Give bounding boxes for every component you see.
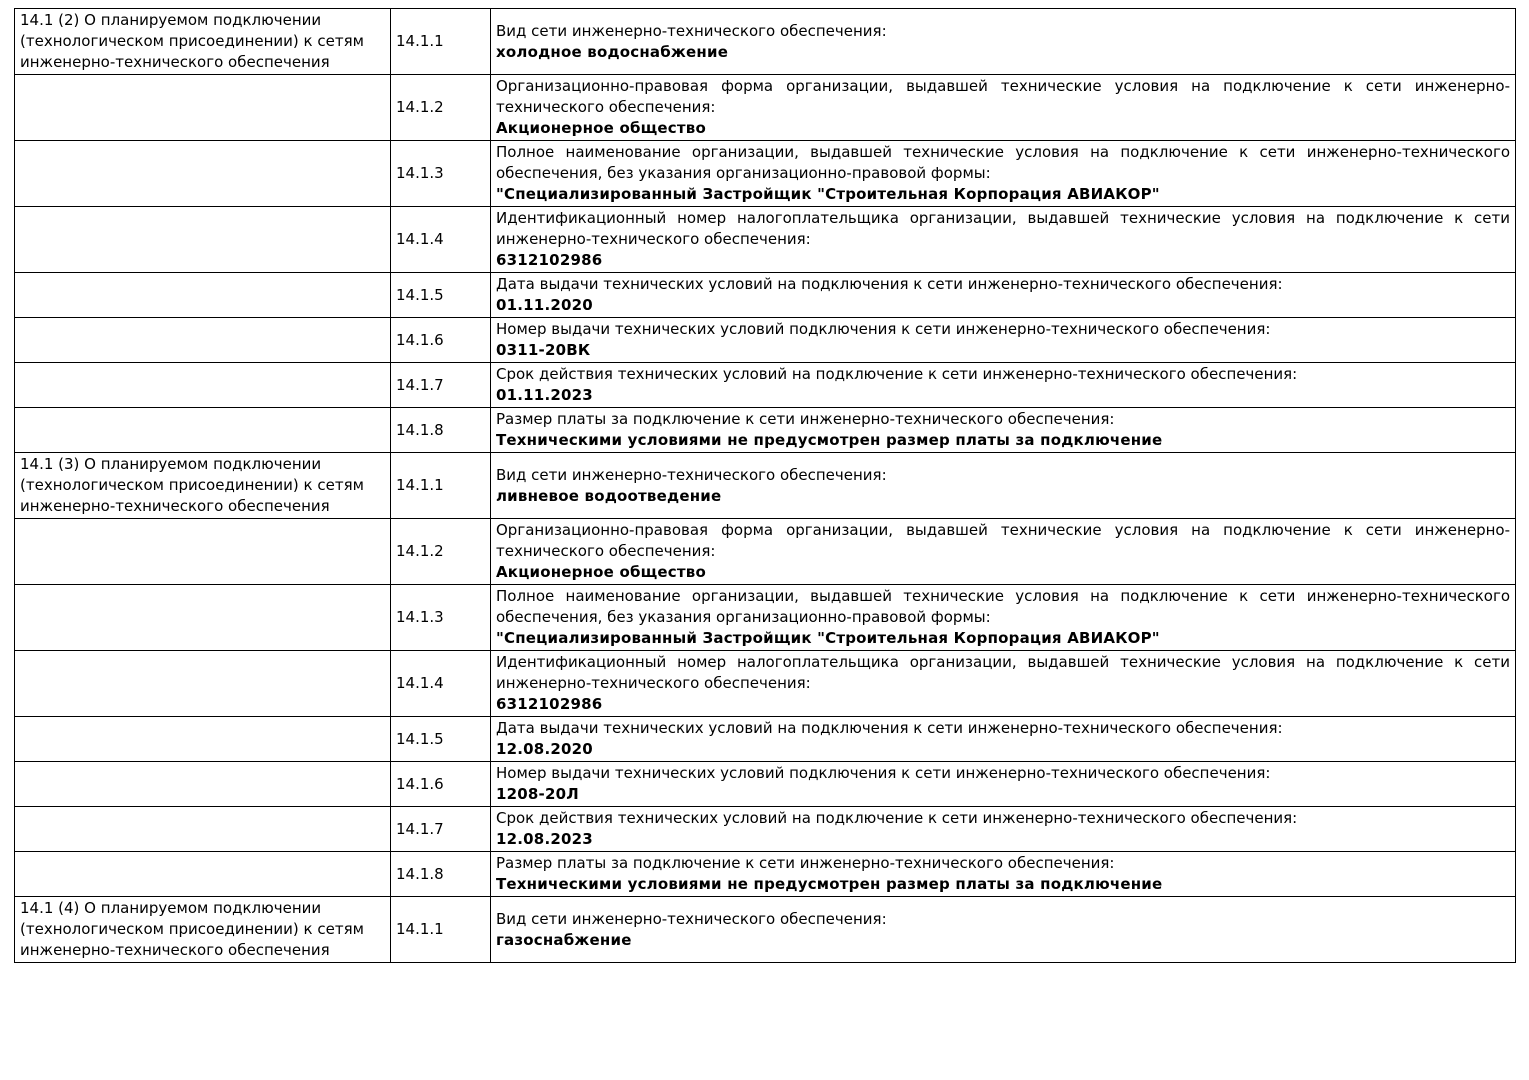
row-value: 01.11.2023 xyxy=(496,386,593,404)
row-number-cell xyxy=(391,762,491,807)
section-title-cell xyxy=(15,318,391,363)
table-row xyxy=(15,453,1516,519)
row-number-cell xyxy=(391,207,491,273)
row-value: Техническими условиями не предусмотрен размер платы за подключение xyxy=(496,431,1163,449)
row-number: 14.1.2 xyxy=(396,542,444,560)
row-number-cell xyxy=(391,897,491,963)
row-content-cell xyxy=(491,408,1516,453)
row-value: 12.08.2023 xyxy=(496,830,593,848)
table-row xyxy=(15,75,1516,141)
section-title-cell xyxy=(15,852,391,897)
section-title-cell xyxy=(15,651,391,717)
row-content-cell xyxy=(491,717,1516,762)
row-label: Вид сети инженерно-технического обеспечения: xyxy=(496,21,887,40)
section-title-cell xyxy=(15,453,391,519)
section-title-cell xyxy=(15,897,391,963)
table-row xyxy=(15,651,1516,717)
table-row xyxy=(15,585,1516,651)
row-content-cell xyxy=(491,519,1516,585)
row-number-cell xyxy=(391,363,491,408)
row-number: 14.1.3 xyxy=(396,164,444,182)
row-label: Идентификационный номер налогоплательщика организации, выдавшей технические условия на подключение к сети инженерно-технического обеспечения: xyxy=(496,653,1510,692)
section-title-cell xyxy=(15,762,391,807)
row-content-cell xyxy=(491,141,1516,207)
row-content-cell xyxy=(491,207,1516,273)
row-number-cell xyxy=(391,651,491,717)
section-title-cell xyxy=(15,717,391,762)
row-value: "Специализированный Застройщик "Строительная Корпорация АВИАКОР" xyxy=(496,185,1160,203)
row-number: 14.1.6 xyxy=(396,774,444,793)
row-number-cell xyxy=(391,852,491,897)
row-content-cell xyxy=(491,363,1516,408)
row-content-cell xyxy=(491,585,1516,651)
row-label: Срок действия технических условий на подключение к сети инженерно-технического обеспечения: xyxy=(496,809,1298,827)
row-number-cell xyxy=(391,585,491,651)
row-number: 14.1.6 xyxy=(396,330,444,349)
row-number-cell xyxy=(391,75,491,141)
row-content-cell xyxy=(491,273,1516,318)
table-row xyxy=(15,408,1516,453)
row-number: 14.1.7 xyxy=(396,819,444,838)
table-row xyxy=(15,519,1516,585)
row-number: 14.1.1 xyxy=(396,920,444,938)
row-number: 14.1.3 xyxy=(396,608,444,626)
section-title: 14.1 (4) О планируемом подключении (технологическом присоединении) к сетям инженерно-технического обеспечения xyxy=(20,899,364,959)
section-title-cell xyxy=(15,75,391,141)
section-title-cell xyxy=(15,141,391,207)
row-value: 6312102986 xyxy=(496,251,603,269)
row-value: "Специализированный Застройщик "Строительная Корпорация АВИАКОР" xyxy=(496,629,1160,647)
row-value: 6312102986 xyxy=(496,695,603,713)
row-number-cell xyxy=(391,141,491,207)
row-number-cell xyxy=(391,717,491,762)
row-number: 14.1.7 xyxy=(396,375,444,394)
section-title-cell xyxy=(15,9,391,75)
row-value: 01.11.2020 xyxy=(496,296,593,314)
section-title-cell xyxy=(15,408,391,453)
row-label: Вид сети инженерно-технического обеспечения: xyxy=(496,465,887,484)
table-row xyxy=(15,717,1516,762)
row-label: Номер выдачи технических условий подключения к сети инженерно-технического обеспечения: xyxy=(496,320,1271,338)
table-row xyxy=(15,9,1516,75)
row-value: газоснабжение xyxy=(496,930,632,949)
declaration-table xyxy=(14,8,1516,963)
row-value: 0311-20ВК xyxy=(496,341,591,359)
row-label: Дата выдачи технических условий на подключения к сети инженерно-технического обеспечения: xyxy=(496,275,1283,293)
row-label: Полное наименование организации, выдавшей технические условия на подключение к сети инженерно-технического обеспечения, без указания организационно-правовой формы: xyxy=(496,143,1510,182)
row-number: 14.1.5 xyxy=(396,285,444,304)
row-label: Размер платы за подключение к сети инженерно-технического обеспечения: xyxy=(496,410,1115,428)
row-label: Организационно-правовая форма организации, выдавшей технические условия на подключение к сети инженерно-технического обеспечения: xyxy=(496,77,1510,116)
section-title-cell xyxy=(15,207,391,273)
table-row xyxy=(15,762,1516,807)
row-value: 1208-20Л xyxy=(496,785,579,803)
table-row xyxy=(15,318,1516,363)
section-title-cell xyxy=(15,585,391,651)
row-value: 12.08.2020 xyxy=(496,740,593,758)
row-number: 14.1.2 xyxy=(396,98,444,116)
row-value: Техническими условиями не предусмотрен размер платы за подключение xyxy=(496,875,1163,893)
table-row xyxy=(15,807,1516,852)
row-content-cell xyxy=(491,807,1516,852)
row-content-cell xyxy=(491,852,1516,897)
row-number-cell xyxy=(391,273,491,318)
section-title: 14.1 (3) О планируемом подключении (технологическом присоединении) к сетям инженерно-технического обеспечения xyxy=(20,455,364,515)
row-label: Полное наименование организации, выдавшей технические условия на подключение к сети инженерно-технического обеспечения, без указания организационно-правовой формы: xyxy=(496,587,1510,626)
table-row xyxy=(15,363,1516,408)
table-row xyxy=(15,897,1516,963)
row-label: Организационно-правовая форма организации, выдавшей технические условия на подключение к сети инженерно-технического обеспечения: xyxy=(496,521,1510,560)
table-row xyxy=(15,207,1516,273)
section-title-cell xyxy=(15,807,391,852)
row-value: Акционерное общество xyxy=(496,563,706,581)
row-number-cell xyxy=(391,9,491,75)
row-label: Идентификационный номер налогоплательщика организации, выдавшей технические условия на подключение к сети инженерно-технического обеспечения: xyxy=(496,209,1510,248)
row-content-cell xyxy=(491,75,1516,141)
row-label: Дата выдачи технических условий на подключения к сети инженерно-технического обеспечения: xyxy=(496,719,1283,737)
row-number-cell xyxy=(391,318,491,363)
row-label: Вид сети инженерно-технического обеспечения: xyxy=(496,909,887,928)
row-number: 14.1.4 xyxy=(396,230,444,248)
section-title: 14.1 (2) О планируемом подключении (технологическом присоединении) к сетям инженерно-технического обеспечения xyxy=(20,11,364,71)
row-number: 14.1.8 xyxy=(396,420,444,439)
row-number-cell xyxy=(391,408,491,453)
row-content-cell xyxy=(491,318,1516,363)
row-number-cell xyxy=(391,453,491,519)
row-content-cell xyxy=(491,762,1516,807)
table-row xyxy=(15,852,1516,897)
row-number: 14.1.1 xyxy=(396,32,444,50)
row-content-cell xyxy=(491,9,1516,75)
row-content-cell xyxy=(491,453,1516,519)
row-value: холодное водоснабжение xyxy=(496,42,729,61)
section-title-cell xyxy=(15,273,391,318)
row-number-cell xyxy=(391,807,491,852)
row-value: ливневое водоотведение xyxy=(496,486,722,505)
row-number-cell xyxy=(391,519,491,585)
row-value: Акционерное общество xyxy=(496,119,706,137)
section-title-cell xyxy=(15,519,391,585)
row-label: Номер выдачи технических условий подключения к сети инженерно-технического обеспечения: xyxy=(496,764,1271,782)
row-content-cell xyxy=(491,651,1516,717)
row-content-cell xyxy=(491,897,1516,963)
table-row xyxy=(15,273,1516,318)
row-number: 14.1.5 xyxy=(396,729,444,748)
row-number: 14.1.4 xyxy=(396,674,444,692)
row-number: 14.1.8 xyxy=(396,864,444,883)
row-label: Размер платы за подключение к сети инженерно-технического обеспечения: xyxy=(496,854,1115,872)
table-row xyxy=(15,141,1516,207)
section-title-cell xyxy=(15,363,391,408)
row-number: 14.1.1 xyxy=(396,476,444,494)
row-label: Срок действия технических условий на подключение к сети инженерно-технического обеспечения: xyxy=(496,365,1298,383)
